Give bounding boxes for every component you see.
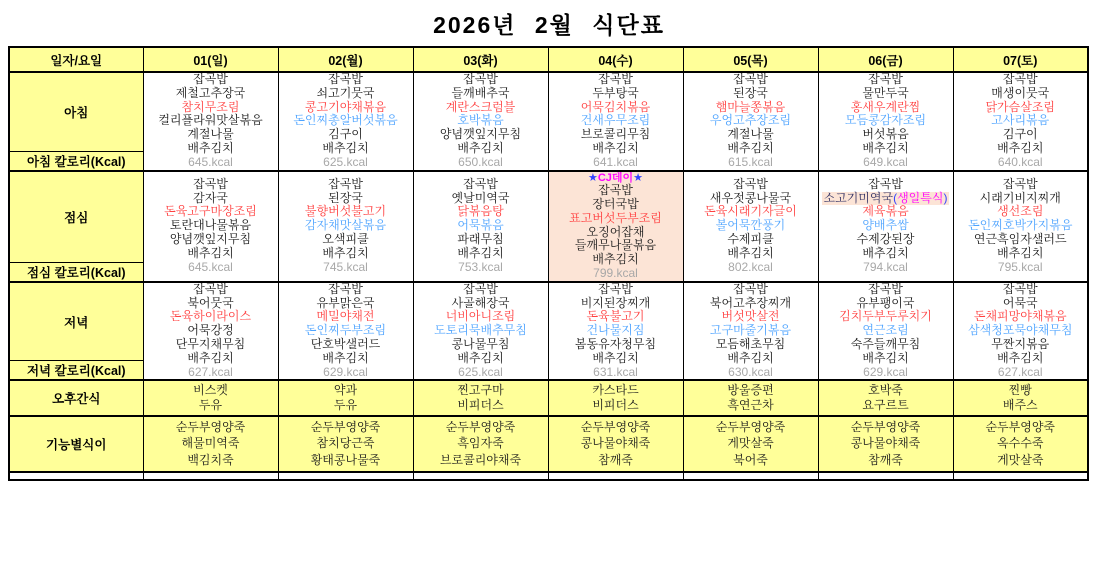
menu-item: 게맛살죽 xyxy=(997,453,1044,468)
menu-item: 순두부영양죽 xyxy=(580,419,651,434)
menu-item: 된장국 xyxy=(733,85,768,100)
menu-item: 콩나물야채죽 xyxy=(850,436,921,451)
meal-cell-1-1 xyxy=(143,171,278,282)
kcal-value: 625.kcal xyxy=(458,364,503,379)
menu-item: 참깨죽 xyxy=(598,453,633,468)
menu-item: 볼어묵깐풍기 xyxy=(715,218,786,233)
menu-item: 잡곡밥 xyxy=(328,72,363,86)
menu-item: 모듬콩감자조림 xyxy=(844,113,927,128)
menu-item: 돈육하이라이스 xyxy=(169,309,252,324)
menu-item: 오색피클 xyxy=(322,232,369,247)
meal-cell-0-6 xyxy=(818,72,953,171)
menu-item-part: ( xyxy=(893,190,898,205)
func-cell-content xyxy=(144,417,278,471)
func-cell-content xyxy=(819,417,953,471)
meal-cell-1-6 xyxy=(818,171,953,282)
meal-cell-content xyxy=(954,178,1088,275)
menu-item: 참치무조림 xyxy=(181,99,240,114)
kcal-value: 631.kcal xyxy=(593,364,638,379)
kcal-value: 795.kcal xyxy=(997,259,1043,274)
meal-cell-2-6 xyxy=(818,282,953,381)
menu-item: 감자채맛살볶음 xyxy=(304,218,387,233)
menu-item: 잡곡밥 xyxy=(868,281,903,296)
menu-item: 배주스 xyxy=(1002,398,1038,413)
meal-row-아침 xyxy=(9,72,1088,151)
meal-cell-content xyxy=(549,172,683,281)
menu-item: 감자국 xyxy=(193,190,228,205)
menu-item: 메밀야채전 xyxy=(316,309,375,324)
menu-item: 호박죽 xyxy=(868,382,903,397)
menu-item: 된장국 xyxy=(328,190,363,205)
menu-item: 연근조림 xyxy=(862,323,909,338)
meal-cell-content xyxy=(414,73,548,170)
menu-item: 북어고추장찌개 xyxy=(709,295,792,310)
meal-cell-content xyxy=(144,283,278,380)
cutoff-cell xyxy=(9,472,143,480)
meal-cell-content xyxy=(954,283,1088,380)
row-label-meal: 점심 xyxy=(9,171,143,263)
func-cell-7 xyxy=(953,416,1088,472)
snack-cell-content xyxy=(819,381,953,415)
menu-item: 찐고구마 xyxy=(457,382,504,397)
menu-item: 김치두부두루치기 xyxy=(839,309,932,324)
menu-item: 어묵볶음 xyxy=(457,218,504,233)
meal-cell-0-4 xyxy=(548,72,683,171)
menu-item: 컬리플라워맛살볶음 xyxy=(158,113,263,128)
kcal-value: 745.kcal xyxy=(323,259,368,274)
menu-item: 잡곡밥 xyxy=(598,183,633,198)
menu-item: 건나물지짐 xyxy=(586,323,645,338)
kcal-value: 640.kcal xyxy=(997,154,1043,169)
kcal-value: 753.kcal xyxy=(458,259,503,274)
snack-cell-4 xyxy=(548,380,683,416)
menu-item: 제육볶음 xyxy=(862,204,909,219)
cutoff-cell xyxy=(413,472,548,480)
menu-item: 닭가슴살조림 xyxy=(985,99,1056,114)
menu-item: 잡곡밥 xyxy=(733,281,768,296)
meal-row-저녁 xyxy=(9,282,1088,361)
func-cell-content xyxy=(279,417,413,471)
menu-item: 잡곡밥 xyxy=(1002,72,1038,86)
day-header-6: 06(금) xyxy=(818,47,953,72)
kcal-value: 615.kcal xyxy=(728,154,773,169)
row-label-kcal: 점심 칼로리(Kcal) xyxy=(9,262,143,282)
menu-item: 계절나물 xyxy=(187,127,234,142)
menu-item: 우엉고추장조림 xyxy=(709,113,792,128)
menu-item: 고구마줄기볶음 xyxy=(709,323,792,338)
day-header-1: 01(일) xyxy=(143,47,278,72)
menu-item: 무짠지볶음 xyxy=(991,336,1050,351)
menu-item: 돈육불고기 xyxy=(586,309,645,324)
meal-row-점심 xyxy=(9,171,1088,263)
menu-item: 어묵국 xyxy=(1002,295,1038,310)
func-cell-content xyxy=(954,417,1088,471)
meal-cell-content xyxy=(414,178,548,275)
cutoff-cell xyxy=(143,472,278,480)
menu-item: 잡곡밥 xyxy=(463,281,498,296)
meal-cell-2-4 xyxy=(548,282,683,381)
menu-item: 참치당근죽 xyxy=(316,436,375,451)
kcal-value: 629.kcal xyxy=(863,364,908,379)
menu-item: 물만두국 xyxy=(862,85,909,100)
menu-item: 배추김치 xyxy=(187,245,234,260)
menu-item: 북어죽 xyxy=(733,453,768,468)
func-cell-1 xyxy=(143,416,278,472)
meal-cell-content xyxy=(414,283,548,380)
menu-item: 연근흑임자샐러드 xyxy=(973,232,1067,247)
menu-item: 버섯볶음 xyxy=(862,127,909,142)
menu-item: 콩나물무침 xyxy=(451,336,510,351)
snack-cell-content xyxy=(549,381,683,415)
menu-item: 표고버섯두부조림 xyxy=(569,210,662,225)
menu-item: 너비아니조림 xyxy=(445,309,516,324)
menu-item: 두유 xyxy=(198,398,223,413)
menu-item: 김구이 xyxy=(328,127,363,142)
menu-item: 배추김치 xyxy=(457,245,504,260)
kcal-value: 627.kcal xyxy=(997,364,1043,379)
table-header-row xyxy=(9,47,1088,72)
meal-cell-content xyxy=(549,283,683,380)
menu-item: 비스켓 xyxy=(193,382,228,397)
menu-item: 잡곡밥 xyxy=(328,176,363,191)
menu-item-part: ★ xyxy=(633,171,644,184)
func-cell-4 xyxy=(548,416,683,472)
row-func xyxy=(9,416,1088,472)
menu-item-part: 소고기미역국 xyxy=(823,190,894,205)
meal-cell-2-1 xyxy=(143,282,278,381)
kcal-value: 802.kcal xyxy=(728,259,773,274)
menu-item: 잡곡밥 xyxy=(193,72,228,86)
meal-cell-0-2 xyxy=(278,72,413,171)
meal-cell-1-3 xyxy=(413,171,548,282)
snack-cell-3 xyxy=(413,380,548,416)
meal-cell-1-5 xyxy=(683,171,818,282)
menu-item: 고사리볶음 xyxy=(991,113,1050,128)
menu-item: 배추김치 xyxy=(862,245,909,260)
menu-item: 어묵강정 xyxy=(187,323,234,338)
menu-item: 돈육고구마장조림 xyxy=(164,204,257,219)
meal-cell-2-7 xyxy=(953,282,1088,381)
menu-item: 도토리묵배추무침 xyxy=(434,323,527,338)
menu-item: 쇠고기뭇국 xyxy=(316,85,375,100)
meal-cell-content xyxy=(684,178,818,275)
snack-cell-7 xyxy=(953,380,1088,416)
kcal-value: 625.kcal xyxy=(323,154,368,169)
menu-item: 삼색청포묵야채무침 xyxy=(968,323,1073,338)
menu-item: 순두부영양죽 xyxy=(175,419,246,434)
menu-item: 건새우무조림 xyxy=(580,113,651,128)
menu-item: 비피더스 xyxy=(457,398,504,413)
menu-item-part: 생일특식 xyxy=(897,190,944,205)
func-cell-5 xyxy=(683,416,818,472)
menu-item: 브로콜리무침 xyxy=(580,127,651,142)
day-header-4: 04(수) xyxy=(548,47,683,72)
menu-item: 참깨죽 xyxy=(868,453,903,468)
cutoff-cell xyxy=(818,472,953,480)
meal-cell-content xyxy=(279,73,413,170)
menu-item: 배추김치 xyxy=(322,350,369,365)
menu-item: 숙주들깨무침 xyxy=(850,336,921,351)
func-cell-content xyxy=(414,417,548,471)
meal-cell-content xyxy=(144,73,278,170)
menu-item: 사골해장국 xyxy=(451,295,510,310)
snack-cell-6 xyxy=(818,380,953,416)
cutoff-row xyxy=(9,472,1088,480)
menu-item: 잡곡밥 xyxy=(463,176,498,191)
kcal-value: 629.kcal xyxy=(323,364,368,379)
menu-item-part: ) xyxy=(943,190,948,205)
menu-item: 유부맑은국 xyxy=(316,295,375,310)
menu-item: 햄마늘쫑볶음 xyxy=(715,99,786,114)
menu-item: 파래무침 xyxy=(457,232,504,247)
row-label-snack: 오후간식 xyxy=(9,380,143,416)
func-cell-content xyxy=(549,417,683,471)
menu-item-part: ★ xyxy=(587,171,598,184)
menu-item: 배추김치 xyxy=(592,140,639,155)
menu-item: 매생이뭇국 xyxy=(991,85,1050,100)
menu-item: 모듬해초무침 xyxy=(715,336,786,351)
menu-item: 단무지채무침 xyxy=(175,336,246,351)
menu-item: 수제피클 xyxy=(727,232,774,247)
snack-cell-5 xyxy=(683,380,818,416)
meal-cell-content xyxy=(684,73,818,170)
menu-item: 찐빵 xyxy=(1008,382,1032,397)
meal-cell-content xyxy=(819,178,953,275)
menu-item: 방울증편 xyxy=(727,382,774,397)
menu-item: 흑연근차 xyxy=(727,398,774,413)
menu-item: 배추김치 xyxy=(322,140,369,155)
menu-item: 잡곡밥 xyxy=(733,176,768,191)
page-title: 2026년 2월 식단표 xyxy=(433,11,665,38)
meal-cell-content xyxy=(144,178,278,275)
menu-item: 배추김치 xyxy=(727,140,774,155)
row-label-kcal: 아침 칼로리(Kcal) xyxy=(9,151,143,171)
row-snack xyxy=(9,380,1088,416)
snack-cell-content xyxy=(279,381,413,415)
meal-cell-0-1 xyxy=(143,72,278,171)
menu-item: 순두부영양죽 xyxy=(850,419,921,434)
day-header-3: 03(화) xyxy=(413,47,548,72)
row-label-kcal: 저녁 칼로리(Kcal) xyxy=(9,361,143,381)
day-header-7: 07(토) xyxy=(953,47,1088,72)
menu-item: 배추김치 xyxy=(727,350,774,365)
menu-item: 버섯맛살전 xyxy=(721,309,780,324)
cutoff-cell xyxy=(278,472,413,480)
menu-item: 유부팽이국 xyxy=(856,295,915,310)
menu-item: 배추김치 xyxy=(997,350,1044,365)
kcal-value: 641.kcal xyxy=(593,154,638,169)
kcal-value: 645.kcal xyxy=(188,154,233,169)
day-header-2: 02(월) xyxy=(278,47,413,72)
menu-item: 잡곡밥 xyxy=(868,72,903,86)
row-label-meal: 저녁 xyxy=(9,282,143,361)
menu-item: 생선조림 xyxy=(997,204,1044,219)
row-label-meal: 아침 xyxy=(9,72,143,151)
menu-item: 배추김치 xyxy=(592,252,639,267)
menu-item: 비피더스 xyxy=(592,398,639,413)
menu-item: 배추김치 xyxy=(457,350,504,365)
snack-cell-content xyxy=(414,381,548,415)
func-cell-6 xyxy=(818,416,953,472)
menu-item: 들깨배추국 xyxy=(451,85,510,100)
menu-item: 순두부영양죽 xyxy=(310,419,381,434)
menu-item: 배추김치 xyxy=(727,245,774,260)
menu-item: 어묵김치볶음 xyxy=(580,99,651,114)
snack-cell-content xyxy=(954,381,1088,415)
meal-cell-content xyxy=(954,73,1088,170)
menu-item: 게맛살죽 xyxy=(727,436,774,451)
menu-item: 계절나물 xyxy=(727,127,774,142)
func-cell-2 xyxy=(278,416,413,472)
menu-item: 잡곡밥 xyxy=(193,176,228,191)
snack-cell-content xyxy=(684,381,818,415)
snack-cell-1 xyxy=(143,380,278,416)
menu-item: 옥수수죽 xyxy=(997,436,1044,451)
menu-item-part: CJ데이 xyxy=(597,171,634,184)
menu-item: 백김치죽 xyxy=(187,453,234,468)
menu-item: 김구이 xyxy=(1002,127,1038,142)
menu-item: 홍새우계란찜 xyxy=(850,99,921,114)
kcal-value: 645.kcal xyxy=(188,259,233,274)
date-day-header: 일자/요일 xyxy=(9,47,143,72)
kcal-value: 627.kcal xyxy=(188,364,233,379)
menu-item: 브로콜리야채죽 xyxy=(439,453,522,468)
menu-item: 순두부영양죽 xyxy=(985,419,1056,434)
menu-item: 토란대나물볶음 xyxy=(169,218,252,233)
menu-item: 두유 xyxy=(333,398,358,413)
menu-item: 봄동유자청무침 xyxy=(574,336,657,351)
menu-item: 양념깻잎지무침 xyxy=(169,232,252,247)
func-cell-3 xyxy=(413,416,548,472)
func-cell-content xyxy=(684,417,818,471)
cutoff-cell xyxy=(953,472,1088,480)
meal-cell-content xyxy=(279,283,413,380)
menu-item: 배추김치 xyxy=(997,245,1044,260)
menu-item: 양념깻잎지무침 xyxy=(439,127,522,142)
snack-cell-content xyxy=(144,381,278,415)
menu-item: 배추김치 xyxy=(457,140,504,155)
menu-item: 돈채피망야채볶음 xyxy=(973,309,1067,324)
menu-item: 들깨무나물볶음 xyxy=(574,238,657,253)
meal-cell-1-2 xyxy=(278,171,413,282)
kcal-value: 799.kcal xyxy=(593,266,638,280)
menu-item: 북어뭇국 xyxy=(187,295,234,310)
menu-item: 새우젓콩나물국 xyxy=(709,190,792,205)
menu-item: 잡곡밥 xyxy=(193,281,228,296)
menu-item: 호박볶음 xyxy=(457,113,504,128)
cutoff-cell xyxy=(548,472,683,480)
meal-cell-content xyxy=(279,178,413,275)
menu-item: 배추김치 xyxy=(862,350,909,365)
menu-item: 오징어잡채 xyxy=(586,224,645,239)
snack-cell-2 xyxy=(278,380,413,416)
menu-item: 제철고추장국 xyxy=(175,85,246,100)
meal-cell-content xyxy=(549,73,683,170)
menu-item: 순두부영양죽 xyxy=(715,419,786,434)
menu-item: 순두부영양죽 xyxy=(445,419,516,434)
menu-item: 돈육시래기자글이 xyxy=(704,204,797,219)
day-header-5: 05(목) xyxy=(683,47,818,72)
meal-cell-0-5 xyxy=(683,72,818,171)
menu-item: 옛날미역국 xyxy=(451,190,510,205)
row-label-func: 기능별식이 xyxy=(9,416,143,472)
menu-item: 두부탕국 xyxy=(592,85,639,100)
menu-item: 잡곡밥 xyxy=(733,72,768,86)
menu-item: 잡곡밥 xyxy=(598,72,633,86)
menu-item: 돈인찌호박가지볶음 xyxy=(968,218,1073,233)
meal-cell-1-4 xyxy=(548,171,683,282)
menu-item: 잡곡밥 xyxy=(1002,176,1038,191)
menu-item: 배추김치 xyxy=(322,245,369,260)
meal-cell-0-3 xyxy=(413,72,548,171)
menu-item: 단호박샐러드 xyxy=(310,336,381,351)
menu-item: 불향버섯불고기 xyxy=(304,204,387,219)
menu-item: 요구르트 xyxy=(862,398,909,413)
menu-item: 해물미역죽 xyxy=(181,436,240,451)
meal-cell-0-7 xyxy=(953,72,1088,171)
menu-item: 콩나물야채죽 xyxy=(580,436,651,451)
menu-item: 양배추쌈 xyxy=(862,218,909,233)
kcal-value: 650.kcal xyxy=(458,154,503,169)
menu-item: 돈인찌두부조림 xyxy=(304,323,387,338)
menu-item: 콩고기야채볶음 xyxy=(304,99,387,114)
meal-cell-content xyxy=(684,283,818,380)
menu-item: 잡곡밥 xyxy=(868,176,903,191)
meal-cell-1-7 xyxy=(953,171,1088,282)
menu-item: 장터국밥 xyxy=(592,197,639,212)
menu-item: 시래기비지찌개 xyxy=(979,190,1061,205)
menu-item: 배추김치 xyxy=(997,140,1044,155)
meal-cell-content xyxy=(819,73,953,170)
meal-cell-2-2 xyxy=(278,282,413,381)
menu-item: 잡곡밥 xyxy=(1002,281,1038,296)
kcal-value: 630.kcal xyxy=(728,364,773,379)
meal-cell-2-5 xyxy=(683,282,818,381)
meal-cell-2-3 xyxy=(413,282,548,381)
menu-item: 배추김치 xyxy=(592,350,639,365)
menu-item: 흑임자죽 xyxy=(457,436,504,451)
menu-item: 배추김치 xyxy=(187,350,234,365)
kcal-value: 649.kcal xyxy=(863,154,908,169)
menu-item: 잡곡밥 xyxy=(328,281,363,296)
meal-cell-content xyxy=(819,283,953,380)
meal-plan-table xyxy=(8,46,1089,481)
menu-item: 잡곡밥 xyxy=(463,72,498,86)
menu-item: 약과 xyxy=(333,382,358,397)
menu-item: 황태콩나물죽 xyxy=(310,453,381,468)
kcal-value: 794.kcal xyxy=(863,259,908,274)
cutoff-cell xyxy=(683,472,818,480)
menu-item: 수제강된장 xyxy=(856,232,915,247)
menu-item: 돈인찌총알버섯볶음 xyxy=(293,113,398,128)
menu-item: 비지된장찌개 xyxy=(580,295,651,310)
menu-item: 카스타드 xyxy=(592,382,639,397)
menu-item: 닭볶음탕 xyxy=(457,204,504,219)
menu-item: 배추김치 xyxy=(187,140,234,155)
menu-item: 잡곡밥 xyxy=(598,281,633,296)
menu-item: 배추김치 xyxy=(862,140,909,155)
menu-item: 계란스크럼블 xyxy=(445,99,516,114)
